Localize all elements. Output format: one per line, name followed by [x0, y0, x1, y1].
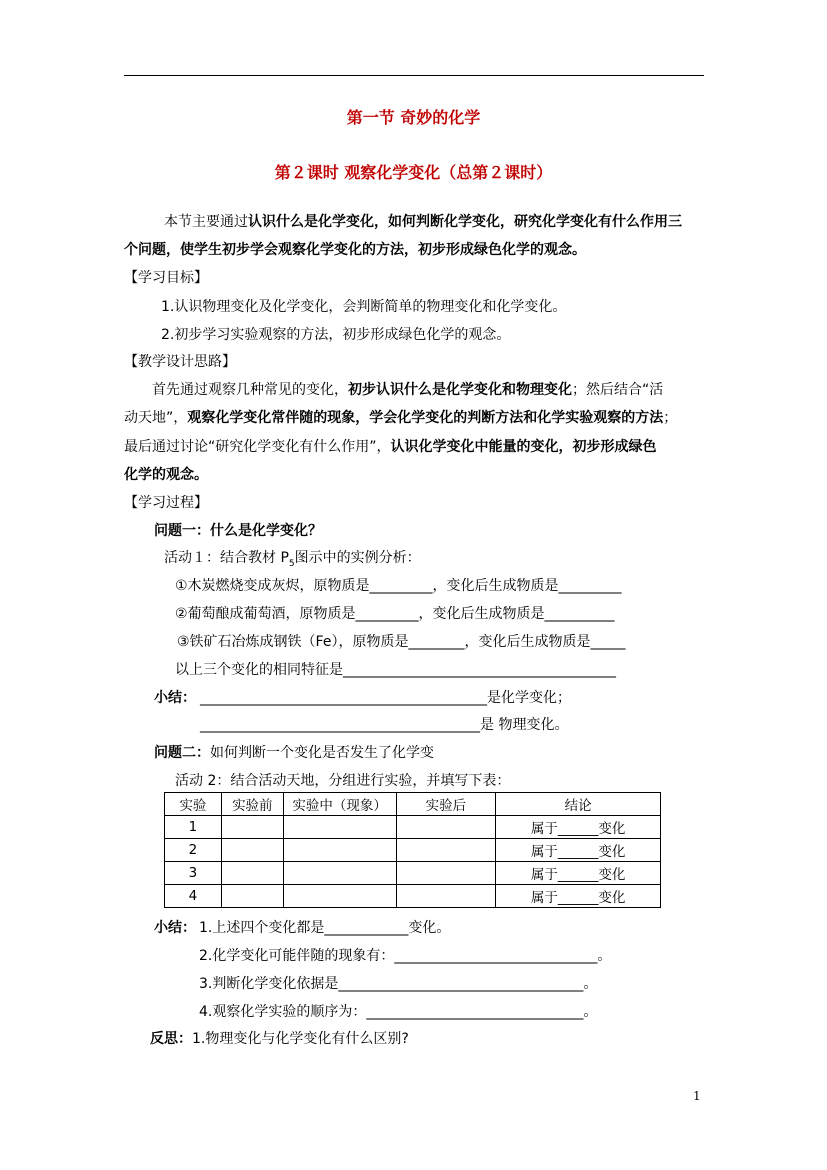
reflection: [150, 1029, 409, 1049]
col-header: 实验前: [221, 793, 283, 816]
conclusion-cell: 属于______变化: [496, 816, 661, 839]
question-2: [154, 743, 434, 763]
table-header-row: [165, 793, 661, 816]
example-3: ③铁矿石冶炼成钢铁（Fe），原物质是________，变化后生成物质是_____: [177, 634, 626, 650]
design-text: 动天地”，: [124, 410, 188, 426]
design-bold: 初步认识什么是化学变化和物理变化: [348, 382, 572, 398]
section-title: 第一节 奇妙的化学: [346, 108, 481, 127]
activity-2: 活动 2：结合活动天地，分组进行实验，并填写下表：: [175, 773, 511, 789]
reflection-text: 1.物理变化与化学变化有什么区别?: [192, 1031, 409, 1047]
activity-1: [164, 548, 421, 574]
summary-2-item-3: 3.判断化学变化依据是___________________________________。: [199, 976, 598, 992]
header-rule: [124, 75, 704, 76]
summary-2-label: 小结：: [154, 920, 196, 936]
question-2-label: 问题二：: [154, 745, 210, 761]
question-1: 问题一：什么是化学变化？: [154, 523, 322, 539]
summary-2-item-1: 1.上述四个变化都是____________变化。: [199, 920, 451, 936]
common-feature: 以上三个变化的相同特征是_______________________________________: [175, 662, 616, 678]
example-1: ①木炭燃烧变成灰烬，原物质是_________，变化后生成物质是_________: [175, 578, 622, 594]
blank-cell[interactable]: [396, 885, 496, 908]
intro-text: 本节主要通过: [164, 214, 248, 230]
blank-cell[interactable]: [283, 862, 396, 885]
lesson-subtitle: 第２课时 观察化学变化（总第２课时）: [274, 163, 553, 182]
design-text: 首先通过观察几种常见的变化，: [152, 382, 348, 398]
design-bold: 观察化学变化常伴随的现象，学会化学变化的判断方法和化学实验观察的方法: [187, 410, 664, 426]
row-number: 2: [165, 839, 222, 862]
table-row: [165, 839, 661, 862]
conclusion-cell: 属于______变化: [496, 839, 661, 862]
blank-cell[interactable]: [283, 885, 396, 908]
design-line-3: [124, 437, 657, 457]
question-2-text: 如何判断一个变化是否发生了化学变: [210, 745, 434, 761]
goals-heading: 【学习目标】: [124, 270, 208, 286]
experiment-table: [164, 792, 661, 908]
process-heading: 【学习过程】: [124, 495, 208, 511]
col-header: 实验后: [396, 793, 496, 816]
page-number: 1: [693, 1089, 701, 1103]
summary-1-label: 小结：: [154, 690, 196, 706]
design-text: ；然后结合“活: [572, 382, 664, 398]
reflection-label: 反思：: [150, 1031, 192, 1047]
col-header: 实验: [165, 793, 222, 816]
design-text: 最后通过讨论“研究化学变化有什么作用”，: [124, 439, 391, 455]
blank-cell[interactable]: [396, 816, 496, 839]
table-row: [165, 885, 661, 908]
goal-item-2: 2.初步学习实验观察的方法，初步形成绿色化学的观念。: [161, 327, 511, 343]
activity-1-rest: 图示中的实例分析：: [294, 550, 421, 566]
col-header: 结论: [496, 793, 661, 816]
blank-cell[interactable]: [396, 839, 496, 862]
intro-line-1: [164, 212, 682, 232]
blank-cell[interactable]: [221, 862, 283, 885]
col-header: 实验中（现象）: [283, 793, 396, 816]
activity-1-text: 活动１：结合教材 P: [164, 550, 289, 566]
activity-1-sub: 5: [288, 558, 295, 569]
table-row: [165, 862, 661, 885]
example-2: ②葡萄酿成葡萄酒，原物质是_________，变化后生成物质是__________: [175, 606, 615, 622]
design-line-1: [152, 380, 663, 400]
summary-2-item-2: 2.化学变化可能伴随的现象有：_____________________________。: [199, 948, 612, 964]
design-line-4: 化学的观念。: [124, 467, 208, 483]
row-number: 4: [165, 885, 222, 908]
blank-cell[interactable]: [283, 839, 396, 862]
goal-item-1: 1.认识物理变化及化学变化，会判断简单的物理变化和化学变化。: [161, 299, 567, 315]
summary-2-item-4: 4.观察化学实验的顺序为：_______________________________。: [199, 1004, 598, 1020]
blank-cell[interactable]: [283, 816, 396, 839]
conclusion-cell: 属于______变化: [496, 885, 661, 908]
summary-1-line-1: _________________________________________是化学变化；: [200, 690, 571, 706]
table-row: [165, 816, 661, 839]
summary-1-line-2: ________________________________________是 物理变化。: [200, 717, 569, 733]
design-line-2: [124, 408, 677, 428]
intro-bold: 认识什么是化学变化，如何判断化学变化，研究化学变化有什么作用三: [248, 214, 682, 230]
row-number: 1: [165, 816, 222, 839]
blank-cell[interactable]: [221, 816, 283, 839]
intro-line-2: 个问题，使学生初步学会观察化学变化的方法，初步形成绿色化学的观念。: [124, 242, 586, 258]
design-text: ；: [663, 410, 678, 426]
conclusion-cell: 属于______变化: [496, 862, 661, 885]
blank-cell[interactable]: [221, 885, 283, 908]
blank-cell[interactable]: [396, 862, 496, 885]
blank-cell[interactable]: [221, 839, 283, 862]
design-bold: 认识化学变化中能量的变化，初步形成绿色: [390, 439, 657, 455]
design-heading: 【教学设计思路】: [124, 354, 236, 370]
row-number: 3: [165, 862, 222, 885]
